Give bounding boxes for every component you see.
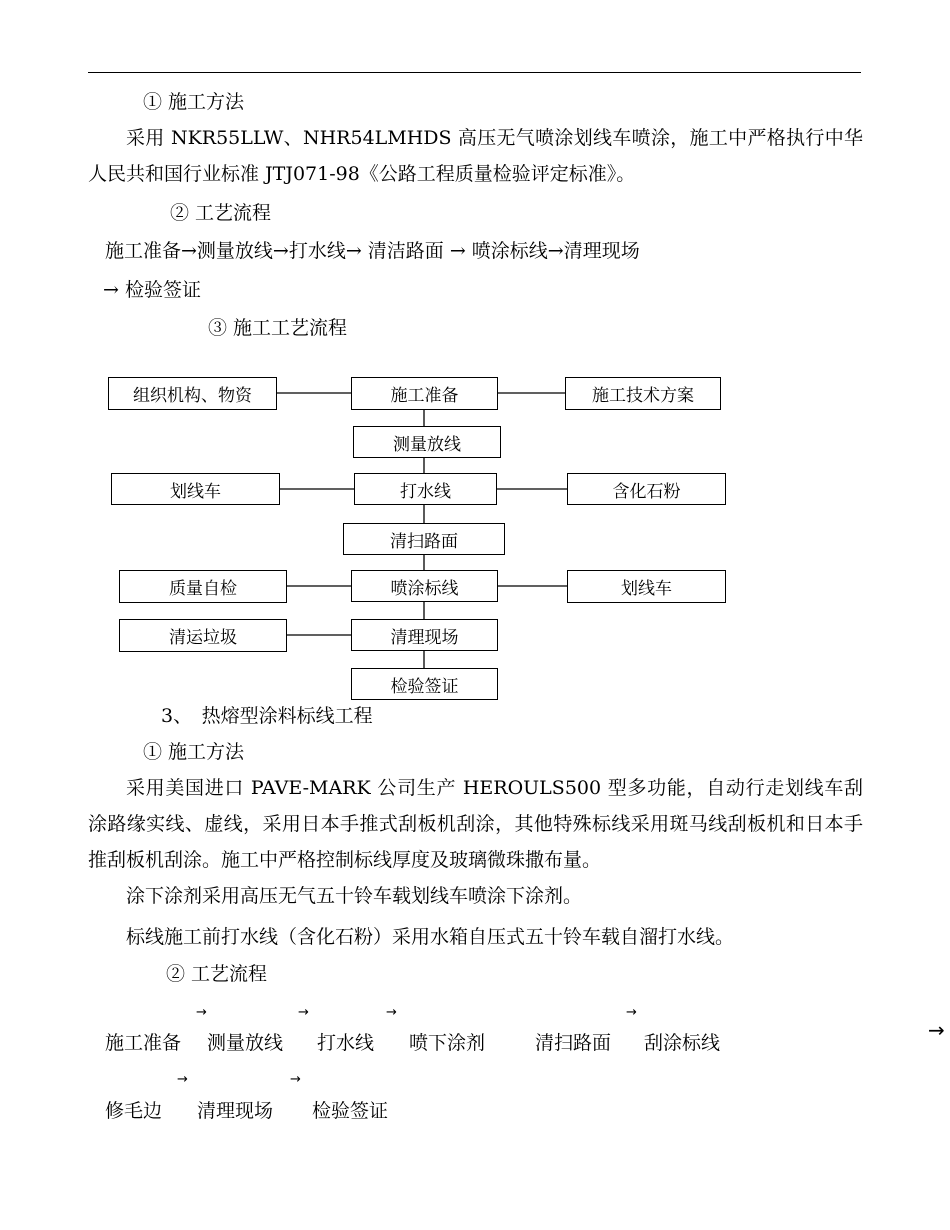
flow-step: 喷下涂剂 bbox=[409, 1032, 486, 1054]
flow-step: 测量放线 bbox=[207, 1032, 284, 1054]
section-3-paragraph-1: 采用美国进口 PAVE-MARK 公司生产 HEROULS500 型多功能，自动行走划线车刮涂路缘实线、虚线，采用日本手推式刮板机刮涂，其他特殊标线采用斑马线刮板机和日本手推刮板机刮涂。施工中严格控制标线厚度及玻璃微珠撒布量。 bbox=[88, 777, 863, 871]
flow-box-survey: 测量放线 bbox=[353, 426, 501, 458]
flow-box-cleanup: 清理现场 bbox=[351, 619, 498, 651]
flow-line-2: → 检验签证 bbox=[103, 279, 201, 301]
arrow-icon: → bbox=[928, 1018, 945, 1042]
flow-step: 刮涂标线 bbox=[644, 1032, 721, 1054]
flow-box-sweep: 清扫路面 bbox=[343, 523, 505, 555]
flow-box-waste-removal: 清运垃圾 bbox=[119, 619, 287, 652]
method-heading: ① 施工方法 bbox=[143, 91, 245, 113]
arrow-icon: → bbox=[196, 1005, 207, 1020]
flow-box-inspect: 检验签证 bbox=[351, 668, 498, 700]
flow-step: 检验签证 bbox=[312, 1100, 389, 1122]
arrow-icon: → bbox=[298, 1005, 309, 1020]
arrow-icon: → bbox=[290, 1072, 301, 1087]
flow-box-tech-plan: 施工技术方案 bbox=[565, 377, 721, 410]
arrow-icon: → bbox=[386, 1005, 397, 1020]
flow-box-line-truck-right: 划线车 bbox=[567, 570, 726, 603]
flow-step: 清理现场 bbox=[197, 1100, 274, 1122]
method-paragraph: 采用 NKR55LLW、NHR54LMHDS 高压无气喷涂划线车喷涂，施工中严格执行中华人民共和国行业标准 JTJ071-98《公路工程质量检验评定标准》。 bbox=[88, 127, 863, 185]
arrow-icon: → bbox=[626, 1005, 637, 1020]
flow-box-spray: 喷涂标线 bbox=[351, 570, 498, 602]
arrow-icon: → bbox=[177, 1072, 188, 1087]
flow-step: 修毛边 bbox=[105, 1100, 163, 1122]
flow-step: 打水线 bbox=[317, 1032, 375, 1054]
flow-box-waterline: 打水线 bbox=[354, 473, 497, 505]
flow-step: 清扫路面 bbox=[535, 1032, 612, 1054]
flow-box-chalk-powder: 含化石粉 bbox=[567, 473, 726, 505]
flow-box-org-materials: 组织机构、物资 bbox=[108, 377, 277, 410]
section-3-flow-heading: ② 工艺流程 bbox=[166, 963, 268, 985]
section-3-paragraph-2: 涂下涂剂采用高压无气五十铃车载划线车喷涂下涂剂。 bbox=[126, 885, 583, 907]
flow-box-quality-check: 质量自检 bbox=[119, 570, 287, 603]
section-3-paragraph-3: 标线施工前打水线（含化石粉）采用水箱自压式五十铃车载自溜打水线。 bbox=[126, 926, 735, 948]
flow-box-prepare: 施工准备 bbox=[351, 377, 498, 410]
flow-step: 施工准备 bbox=[105, 1032, 182, 1054]
flow-heading: ② 工艺流程 bbox=[170, 202, 272, 224]
section-3-title: 3、 热熔型涂料标线工程 bbox=[161, 705, 373, 727]
flow-line-1: 施工准备→测量放线→打水线→ 清洁路面 → 喷涂标线→清理现场 bbox=[105, 240, 640, 262]
flow-box-line-truck-left: 划线车 bbox=[111, 473, 280, 505]
section-3-method-heading: ① 施工方法 bbox=[143, 741, 245, 763]
chart-heading: ③ 施工工艺流程 bbox=[208, 317, 348, 339]
